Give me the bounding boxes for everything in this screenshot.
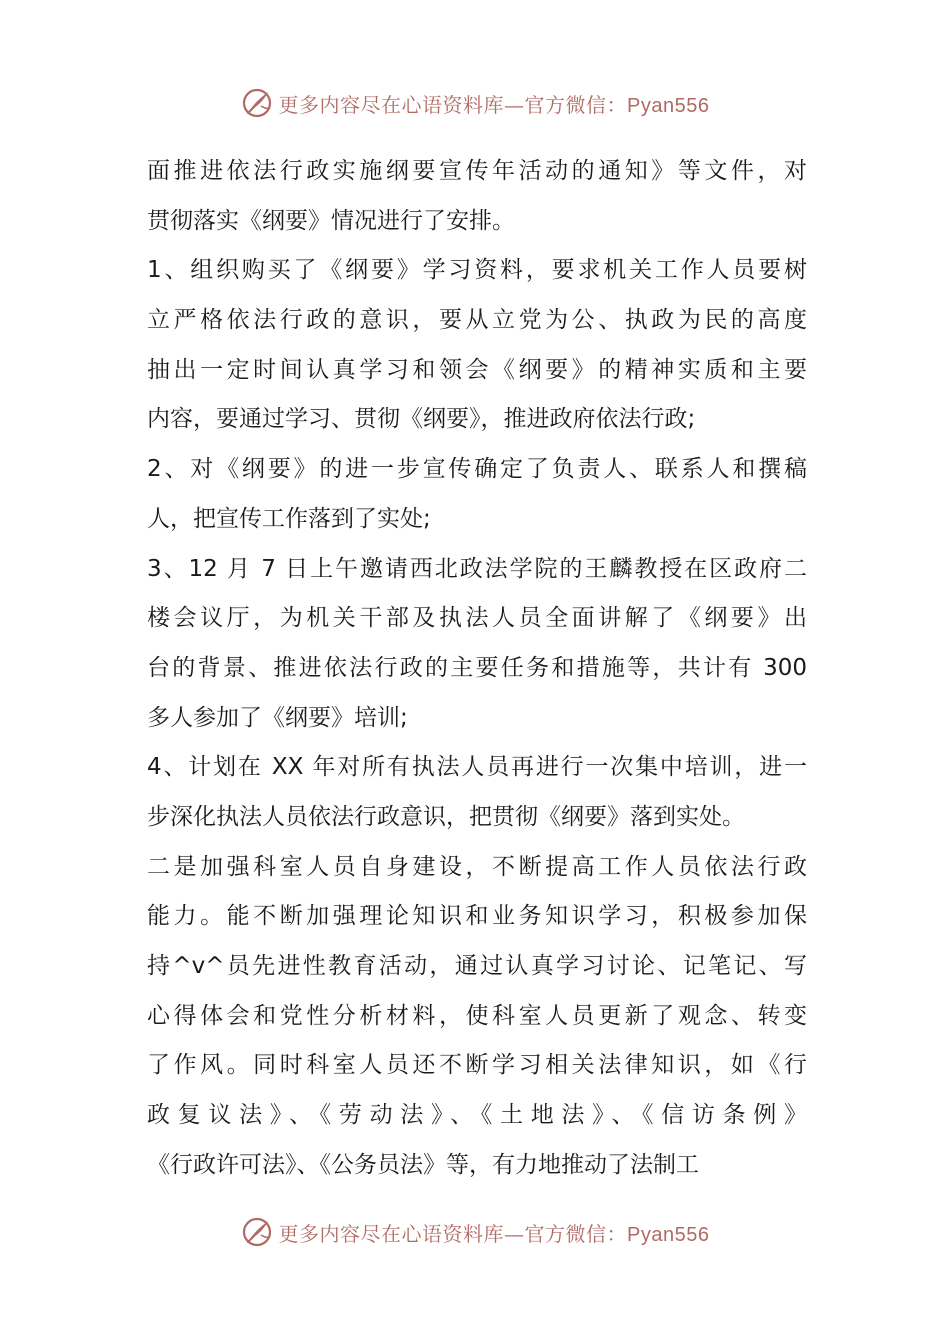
footer-watermark-banner	[0, 1212, 950, 1252]
body-text-line: 能力。能不断加强理论知识和业务知识学习，积极参加保	[147, 903, 807, 930]
body-text-line: 4、计划在 XX 年对所有执法人员再进行一次集中培训，进一	[147, 754, 807, 781]
body-text-line: 二是加强科室人员自身建设，不断提高工作人员依法行政	[147, 853, 807, 880]
body-text-line: 了作风。同时科室人员还不断学习相关法律知识，如《行	[147, 1052, 807, 1079]
header-banner-label: 更多内容尽在心语资料库—官方微信：	[278, 92, 628, 117]
body-text-line: 步深化执法人员依法行政意识，把贯彻《纲要》落到实处。	[147, 803, 745, 830]
header-banner-text	[279, 89, 710, 118]
footer-banner-wechat-id: Pyan556	[627, 1223, 710, 1246]
body-text-line: 3、12 月 7 日上午邀请西北政法学院的王麟教授在区政府二	[147, 555, 807, 582]
footer-banner-label: 更多内容尽在心语资料库—官方微信：	[278, 1221, 628, 1246]
body-text-line: 2、对《纲要》的进一步宣传确定了负责人、联系人和撰稿	[147, 456, 807, 483]
footer-banner-text	[279, 1218, 710, 1247]
quill-logo-icon	[241, 86, 275, 120]
body-text-line: 立严格依法行政的意识，要从立党为公、执政为民的高度	[147, 307, 807, 334]
body-text-line: 政复议法》、《劳动法》、《土地法》、《信访条例》	[147, 1102, 807, 1129]
body-text-line: 面推进依法行政实施纲要宣传年活动的通知》等文件，对	[147, 158, 807, 184]
body-text-line: 贯彻落实《纲要》情况进行了安排。	[147, 207, 515, 234]
quill-logo-icon	[241, 1215, 275, 1249]
body-text-line: 抽出一定时间认真学习和领会《纲要》的精神实质和主要	[147, 356, 807, 383]
header-watermark-banner	[0, 83, 950, 123]
body-text-line: 心得体会和党性分析材料，使科室人员更新了观念、转变	[147, 1002, 807, 1029]
body-text-line: 人，把宣传工作落到了实处;	[147, 505, 431, 532]
body-text-line: 《行政许可法》、《公务员法》等，有力地推动了法制工	[147, 1151, 699, 1178]
body-text-line: 内容，要通过学习、贯彻《纲要》，推进政府依法行政;	[147, 406, 696, 433]
header-banner-wechat-id: Pyan556	[627, 94, 710, 117]
body-text-line: 持^v^员先进性教育活动，通过认真学习讨论、记笔记、写	[147, 953, 807, 979]
body-text-line: 台的背景、推进依法行政的主要任务和措施等，共计有 300	[147, 654, 807, 681]
body-text-line: 1、组织购买了《纲要》学习资料，要求机关工作人员要树	[147, 257, 807, 284]
document-body	[147, 147, 807, 1190]
body-text-line: 多人参加了《纲要》培训;	[147, 704, 408, 731]
body-text-line: 楼会议厅，为机关干部及执法人员全面讲解了《纲要》出	[147, 605, 807, 632]
